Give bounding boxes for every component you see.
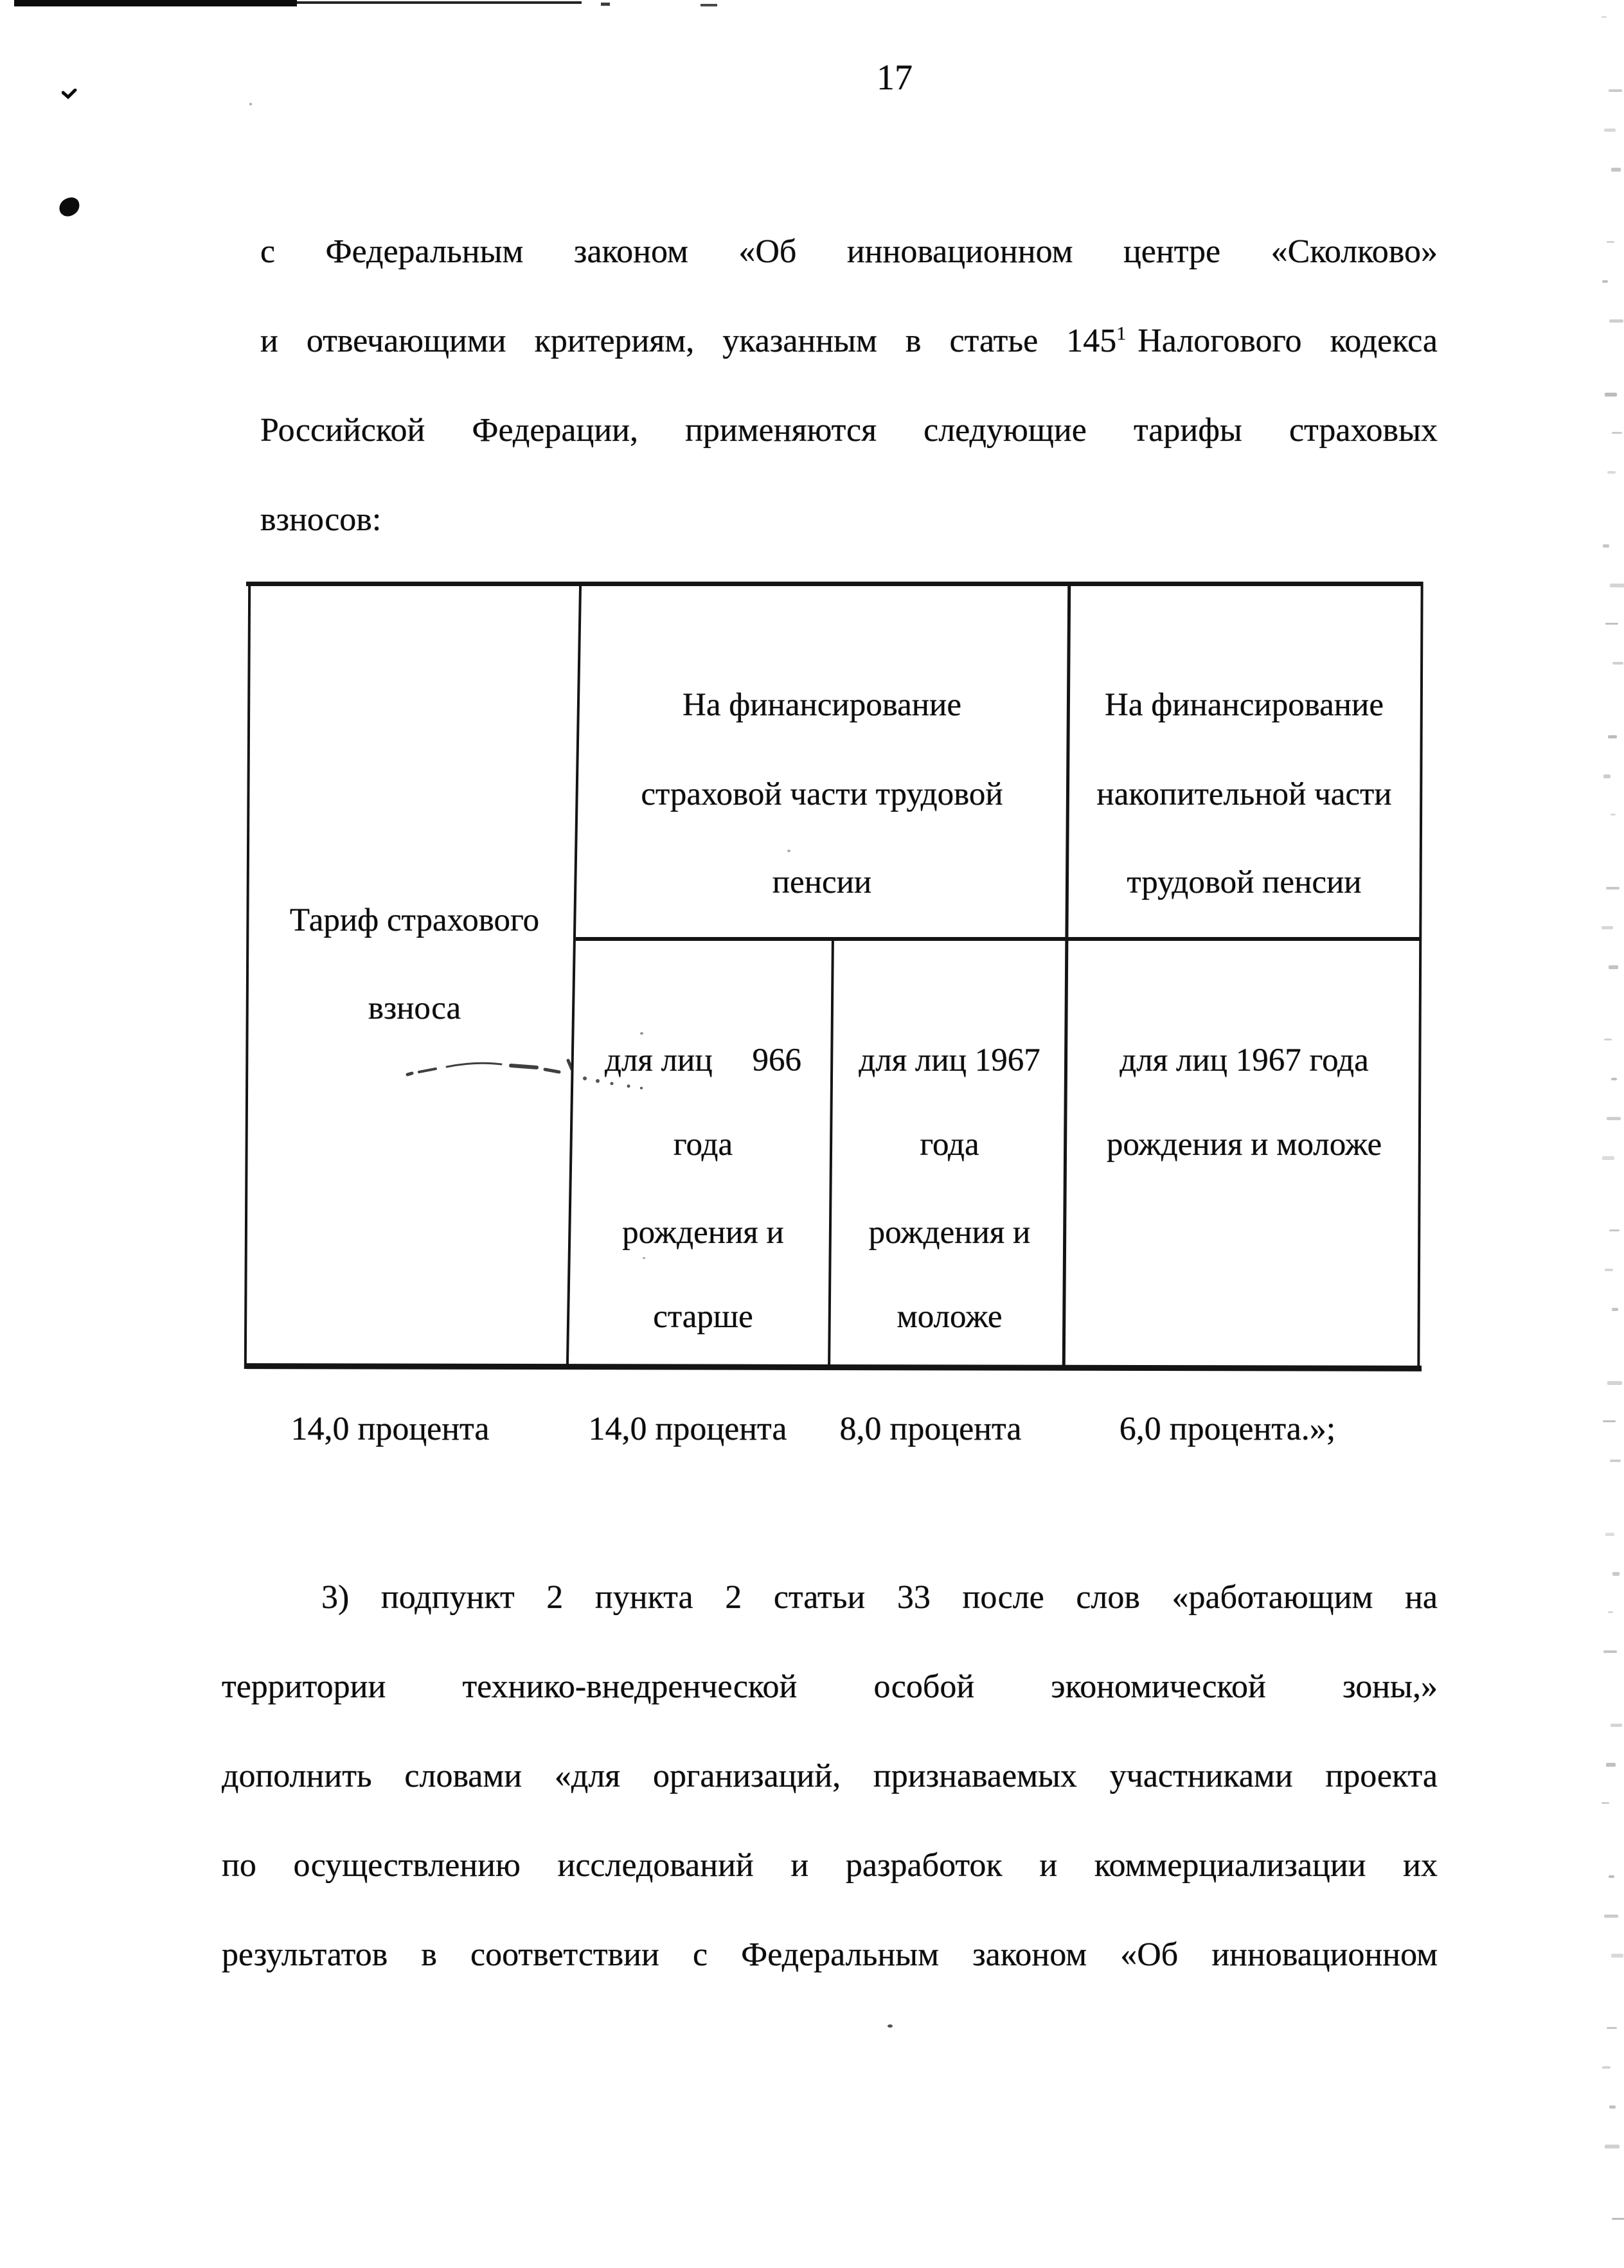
- tariff-value-col2b: 8,0 процента: [839, 1411, 1022, 1447]
- scan-edge-speckle: [1603, 1650, 1617, 1653]
- scan-edge-speckle: [1607, 1117, 1621, 1120]
- scan-edge-speckle: [1604, 129, 1616, 132]
- scan-edge-speckle: [1605, 1533, 1614, 1536]
- para2-line5: результатов в соответствии с Федеральным законом «Об инновационном: [222, 1936, 1438, 1973]
- table-col2a-line2: года: [673, 1127, 733, 1163]
- table-col2a-line1-left: для лиц: [605, 1042, 713, 1078]
- table-col3-header-line2: накопительной части: [1096, 776, 1392, 812]
- scan-artifact-top-dash-1: [601, 3, 610, 6]
- scan-edge-speckle: [1612, 2218, 1624, 2220]
- scan-edge-speckle: [1602, 926, 1613, 929]
- para2-line1: 3) подпункт 2 пункта 2 статьи 33 после слов «работающим на: [321, 1579, 1438, 1616]
- scan-edge-speckle: [1603, 1420, 1616, 1422]
- scan-edge-speckle: [1602, 1156, 1614, 1160]
- tariff-value-col2a: 14,0 процента: [588, 1411, 787, 1447]
- scan-artifact-ink-blob: [57, 196, 82, 219]
- scan-edge-speckle: [1609, 89, 1622, 92]
- tariff-value-col1: 14,0 процента: [290, 1411, 490, 1447]
- scan-edge-speckle: [1607, 1381, 1622, 1385]
- scan-edge-speckle: [1606, 1763, 1616, 1767]
- para1-line2: [260, 296, 1438, 386]
- scan-edge-speckle: [1609, 965, 1618, 969]
- scan-edge-speckle: [1607, 241, 1614, 243]
- scan-speck-bottom: [888, 2024, 893, 2028]
- para1-line4: взносов:: [260, 501, 382, 538]
- table-col2-header-line1: На финансирование: [683, 687, 961, 723]
- scan-edge-speckle: [1610, 1460, 1621, 1462]
- scan-edge-speckle: [1609, 2105, 1616, 2109]
- scan-edge-speckle: [1602, 280, 1608, 283]
- scan-edge-speckle: [1611, 1724, 1622, 1727]
- scan-edge-speckle: [1612, 1308, 1618, 1311]
- scan-edge-speckle: [1611, 1954, 1623, 1958]
- table-header-split-line: [576, 937, 1422, 941]
- table-col3-sub-line1: для лиц 1967 года: [1120, 1042, 1369, 1078]
- para1-line1: с Федеральным законом «Об инновационном центре «Сколково»: [260, 233, 1438, 270]
- table-col2b-line4: моложе: [897, 1299, 1003, 1335]
- scan-edge-speckle: [1609, 1229, 1620, 1231]
- scan-edge-speckle: [1602, 1802, 1609, 1804]
- table-col3-header-line3: трудовой пенсии: [1127, 864, 1362, 900]
- scan-edge-speckle: [1609, 1875, 1614, 1878]
- scan-edge-speckle: [1607, 471, 1616, 474]
- para1-line2-text: и отвечающими критериям, указанным в статье 145: [260, 323, 1117, 359]
- para1-line3: Российской Федерации, применяются следующие тарифы страховых: [260, 412, 1438, 449]
- scan-edge-speckle: [1605, 393, 1617, 397]
- footnote-superscript: 1: [1116, 323, 1127, 344]
- scan-edge-speckle: [1612, 662, 1623, 665]
- para1-line2-tail: Налогового кодекса: [1138, 323, 1438, 359]
- scan-edge-speckle: [1611, 1078, 1617, 1080]
- scan-edge-speckle: [1603, 544, 1609, 548]
- scan-edge-speckle: [1607, 2027, 1617, 2029]
- scan-edge-speckle: [1608, 735, 1617, 738]
- scan-edge-speckle: [1602, 2066, 1611, 2069]
- table-border-left: [244, 582, 251, 1369]
- para2-line2: территории технико-внедренческой особой экономической зоны,»: [222, 1668, 1438, 1705]
- table-border-top: [246, 582, 1422, 586]
- para2-line3: дополнить словами «для организаций, признаваемых участниками проекта: [222, 1758, 1438, 1794]
- paragraph-1: [260, 207, 1438, 564]
- scan-edge-speckle: [1603, 774, 1611, 778]
- scan-edge-speckle: [1612, 432, 1622, 434]
- table-col2-header-line2: страховой части трудовой: [641, 776, 1003, 812]
- scan-edge-speckle: [1605, 1269, 1613, 1271]
- table-col2b-line3: рождения и: [868, 1215, 1031, 1251]
- scan-artifact-check-mark: [62, 89, 78, 100]
- scan-edge-speckle: [1606, 887, 1620, 889]
- table-border-bottom: [246, 1363, 1422, 1371]
- table-col2-header-line3: пенсии: [772, 864, 872, 900]
- table-col2b-line1: для лиц 1967: [859, 1042, 1040, 1078]
- scan-edge-speckle: [1610, 584, 1624, 587]
- scan-edge-speckle: [1605, 2145, 1620, 2148]
- scan-speck: [249, 103, 252, 105]
- scan-edge-speckle: [1609, 319, 1623, 323]
- scan-edge-speckle: [1612, 1572, 1620, 1576]
- scan-edge-speckle: [1605, 623, 1618, 625]
- table-col1-label-line2: взноса: [368, 990, 461, 1026]
- table-col2a-line1-right: 966: [752, 1042, 801, 1078]
- paragraph-2: [222, 1553, 1438, 1999]
- para2-line4: по осуществлению исследований и разработок и коммерциализации их: [222, 1847, 1438, 1884]
- table-col2b-line2: года: [920, 1127, 979, 1163]
- table-col3-sub-line2: рождения и моложе: [1106, 1127, 1382, 1163]
- scan-artifact-pen-scribble: [386, 1048, 656, 1099]
- table-col2a-line4: старше: [653, 1299, 753, 1335]
- scan-edge-speckle: [1604, 1915, 1618, 1918]
- page-number: 17: [877, 58, 913, 98]
- scan-edge-speckle: [1611, 168, 1621, 172]
- scan-edge-speckle: [1608, 1611, 1613, 1613]
- scan-artifact-top-line: [14, 0, 297, 6]
- scan-edge-speckle: [1602, 16, 1607, 18]
- table-col3-header-line1: На финансирование: [1105, 687, 1384, 723]
- table-col1-label-line1: Тариф страхового: [289, 902, 540, 938]
- scan-artifact-top-line-thin: [276, 1, 582, 4]
- scan-edge-speckle: [1611, 814, 1616, 816]
- tariff-value-col3: 6,0 процента.»;: [1119, 1411, 1336, 1447]
- table-col2a-line3: рождения и: [622, 1215, 784, 1251]
- scan-artifact-top-dash-2: [700, 4, 717, 6]
- scan-edge-speckle: [1604, 1039, 1612, 1040]
